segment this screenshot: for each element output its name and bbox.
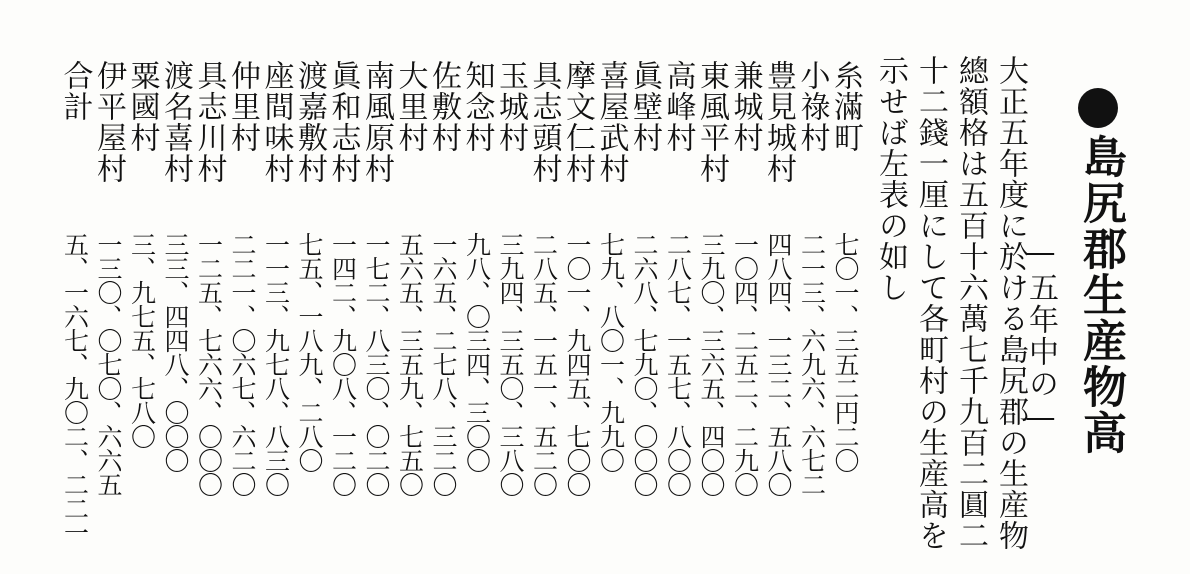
total-label: 合計 [57,60,93,122]
article-title: 島尻郡生産物高 [1075,134,1126,456]
title-bullet-icon [1078,88,1118,128]
intro-line-1: 大正五年度に於ける島尻郡の生産物 [993,55,1028,551]
village-value: 七五、一八九、二八〇 [295,232,324,472]
village-name: 伊平屋村 [91,60,126,184]
village-name: 具志頭村 [526,60,562,184]
village-name: 糸滿町 [828,60,863,153]
village-name: 佐敷村 [426,60,461,153]
village-value: 三三、四四八、〇〇〇 [161,232,190,472]
village-name: 南風原村 [359,60,394,184]
village-name: 豊見城村 [761,60,796,184]
village-name: 眞和志村 [325,60,361,184]
village-value: 三九〇、三六五、四〇〇 [697,232,726,496]
village-value: 二二一、〇六七、六二〇 [228,232,257,496]
village-value: 四八四、一三二、五八〇 [764,232,793,496]
village-value: 二八七、一五七、八〇〇 [663,232,693,496]
intro-line-4: 示せば左表の如し [873,55,908,303]
village-name: 小祿村 [794,60,830,153]
village-name: 渡名喜村 [158,60,193,184]
village-value: 七〇一、三五二円二〇 [831,232,860,472]
village-value: 一〇四、二五二、二九〇 [730,232,760,496]
village-value: 一四二、九〇八、一二〇 [328,232,358,496]
village-value: 二六八、七九〇、〇〇〇 [630,232,659,496]
total-value: 五、一六七、九〇二、二二一 [60,232,90,544]
village-name: 高峰村 [660,60,696,153]
village-name: 兼城村 [727,60,763,153]
village-value: 一六五、二七八、三二〇 [429,232,458,496]
village-name: 喜屋武村 [593,60,629,184]
village-name: 大里村 [392,60,428,153]
village-value: 一七二、八三〇、〇二〇 [362,232,391,496]
village-value: 一一三、九七八、八三〇 [261,232,291,496]
intro-line-2: 總額格は五百十六萬七千九百二圓二 [953,55,988,551]
village-value: 三、九七五、七八〇 [127,232,157,448]
village-value: 七九、八〇一、九九〇 [596,232,626,472]
village-value: 五六五、三五九、七五〇 [395,232,425,496]
village-value: 一〇一、九四五、七〇〇 [563,232,592,496]
village-name: 東風平村 [694,60,729,184]
village-value: 九八、〇三四、三〇〇 [462,232,492,472]
village-name: 具志川村 [191,60,227,184]
village-name: 知念村 [459,60,495,153]
village-name: 眞壁村 [627,60,662,153]
village-name: 渡嘉敷村 [292,60,327,184]
village-name: 摩文仁村 [560,60,595,184]
village-name: 仲里村 [225,60,260,153]
village-value: 二一三、六九六、六七二 [797,232,827,496]
village-name: 玉城村 [493,60,528,153]
village-value: 一三〇、〇七〇、六六五 [94,232,123,496]
intro-line-3: 十二錢一厘にして各町村の生産高を [913,55,948,551]
village-value: 一二五、七六六、〇〇〇 [194,232,224,496]
village-value: 三九四、三五〇、三八〇 [496,232,525,496]
village-value: 二八五、一五一、五二〇 [529,232,559,496]
village-name: 座間味村 [258,60,294,184]
village-name: 粟國村 [124,60,160,153]
article-subtitle: —五年中の— [1023,235,1058,437]
